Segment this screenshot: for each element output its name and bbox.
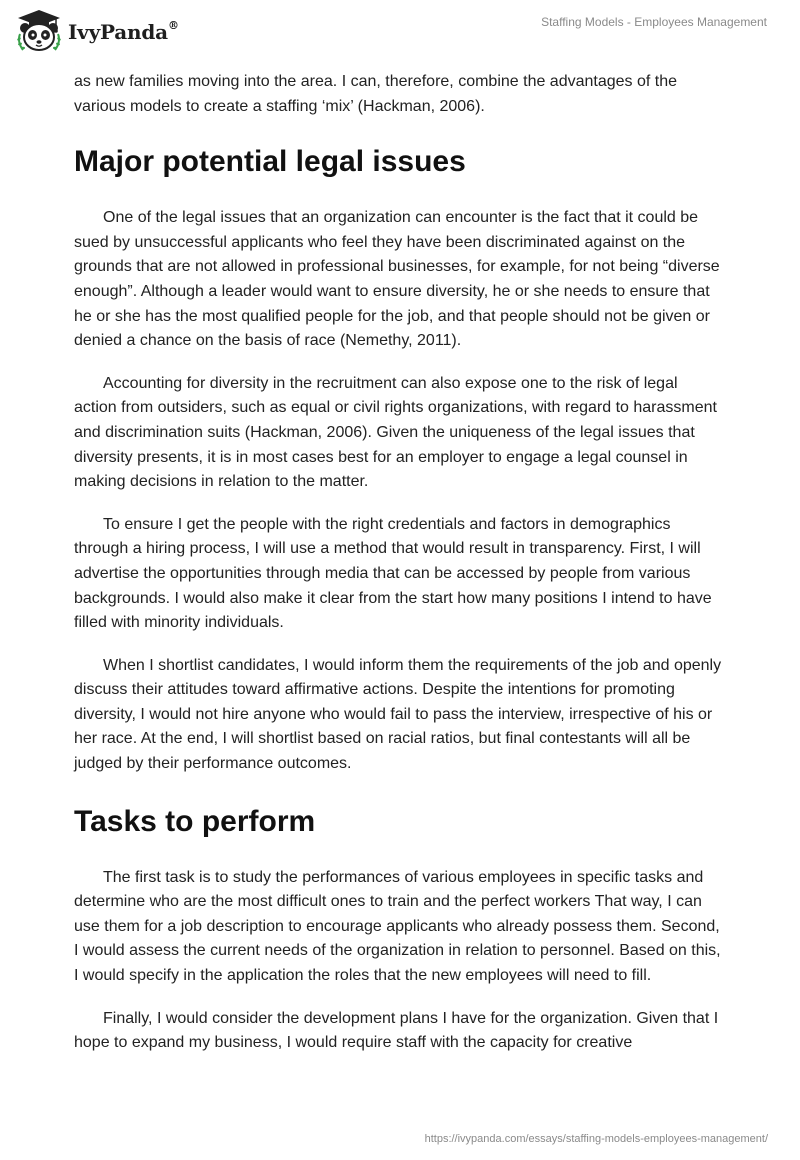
- document-title: Staffing Models - Employees Management: [541, 15, 767, 29]
- intro-paragraph: as new families moving into the area. I can, therefore, combine the advantages of the various models to create a staffing ‘mix’ (Hackman, 2006).: [74, 73, 678, 115]
- paragraph: Accounting for diversity in the recruitment can also expose one to the risk of legal action from outsiders, such as equal or civil rights organizations, with regard to harassment and discrimination suits (Hackman, 2006). Given the uniqueness of the legal issues that diversity presents, it is in most cases best for an employer to engage a legal counsel in making decisions in relation to the matter.: [74, 374, 717, 491]
- article-body: [74, 70, 724, 1074]
- paragraph: The first task is to study the performances of various employees in specific tasks and determine who are the most difficult ones to train and the perfect workers That way, I can use them for a job description to encourage applicants who already possess them. Second, I would assess the current needs of the organization in relation to personnel. Based on this, I would specify in the application the roles that the new employees will need to fill.: [74, 868, 721, 985]
- paragraph: To ensure I get the people with the right credentials and factors in demographics through a hiring process, I will use a method that would result in transparency. First, I will advertise the opportunities through media that can be accessed by people from various backgrounds. I would also make it clear from the start how many positions I intend to have filled with minority individuals.: [74, 515, 712, 632]
- page-header: [0, 0, 800, 64]
- ivypanda-logo[interactable]: [14, 8, 179, 54]
- section-heading-legal-issues: Major potential legal issues: [74, 145, 466, 179]
- footer-source-url[interactable]: https://ivypanda.com/essays/staffing-models-employees-management/: [424, 1133, 768, 1145]
- paragraph: Finally, I would consider the development plans I have for the organization. Given that I hope to expand my business, I would require staff with the capacity for creative: [74, 1009, 719, 1052]
- section-heading-tasks: Tasks to perform: [74, 804, 316, 838]
- paragraph: One of the legal issues that an organization can encounter is the fact that it could be sued by unsuccessful applicants who feel they have been discriminated against on the grounds that are not allowed in professional businesses, for example, for not being “diverse enough”. Although a leader would want to ensure diversity, he or she needs to ensure that he or she has the most qualified people for the job, and that people should not be given or denied a chance on the basis of race (Nemethy, 2011).: [74, 209, 720, 350]
- logo-wordmark: IvyPanda®: [68, 19, 179, 44]
- paragraph: When I shortlist candidates, I would inform them the requirements of the job and openly discuss their attitudes toward affirmative actions. Despite the intentions for promoting diversity, I would not hire anyone who would fail to pass the interview, irrespective of his or her race. At the end, I will shortlist based on racial ratios, but final contestants will all be judged by their performance outcomes.: [74, 656, 722, 773]
- panda-graduate-icon: [14, 8, 64, 54]
